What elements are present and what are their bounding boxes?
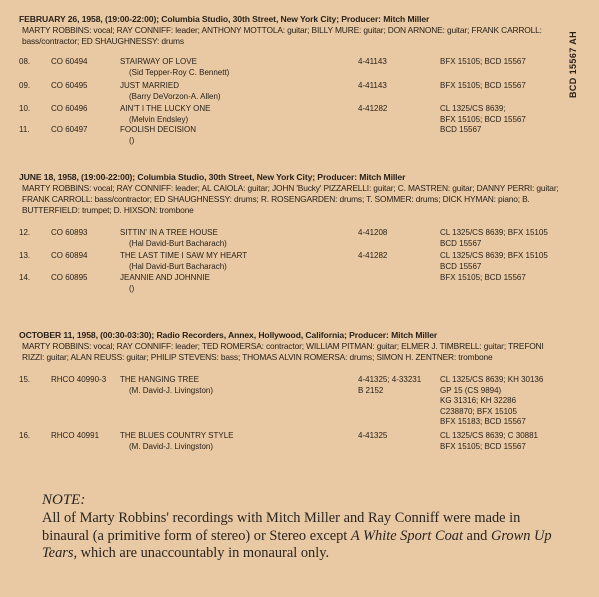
track-title: STAIRWAY OF LOVE [120, 57, 197, 66]
release-list [440, 228, 570, 249]
release-line: BFX 15105; BCD 15567 [440, 273, 526, 282]
matrix-number: CO 60895 [51, 273, 88, 282]
session-header: JUNE 18, 1958, (19:00-22:00); Columbia Studio, 30th Street, New York City; Producer: Mitch Miller [19, 172, 406, 182]
track-composer: (M. David-J. Livingston) [129, 441, 214, 451]
track-title: THE LAST TIME I SAW MY HEART [120, 251, 248, 260]
release-line: CL 1325/CS 8639; [440, 104, 506, 113]
session-header: OCTOBER 11, 1958, (00:30-03:30); Radio Recorders, Annex, Hollywood, California; Producer: Mitch Miller [19, 330, 438, 340]
single-line: 4-41282 [358, 251, 388, 260]
track-row [19, 57, 567, 81]
note-text-part: All of Marty Robbins' recordings with Mitch Miller and Ray Conniff were made in binaural (a primitive form of stereo) or Stereo except [42, 510, 521, 544]
track-list [19, 228, 567, 295]
session-header: FEBRUARY 26, 1958, (19:00-22:00); Columbia Studio, 30th Street, New York City; Producer: Mitch Miller [19, 14, 430, 24]
single-number [358, 431, 430, 442]
release-line: CL 1325/CS 8639; BFX 15105 [440, 228, 548, 237]
release-list [440, 57, 570, 68]
matrix-number: CO 60494 [51, 57, 88, 66]
single-line: 4-41325; 4-33231 [358, 375, 422, 384]
single-number [358, 57, 430, 68]
track-list [19, 375, 567, 453]
track-composer: (Barry DeVorzon-A. Allen) [129, 91, 221, 101]
note-block [42, 492, 562, 563]
track-number: 09. [19, 81, 31, 90]
track-row [19, 125, 567, 147]
song-title-white-sport-coat: A White Sport Coat [350, 527, 463, 544]
track-row [19, 431, 567, 453]
matrix-number: RHCO 40991 [51, 431, 100, 440]
release-line: BCD 15567 [440, 238, 482, 248]
release-line: GP 15 (CS 9894) [440, 385, 502, 395]
track-composer: (Melvin Endsley) [129, 114, 189, 124]
track-composer: (Hal David-Burt Bacharach) [129, 238, 227, 248]
track-number: 08. [19, 57, 31, 66]
track-number: 10. [19, 104, 31, 113]
single-number [358, 81, 430, 92]
track-composer: () [129, 283, 135, 293]
session-personnel: MARTY ROBBINS: vocal; RAY CONNIFF: leader; ANTHONY MOTTOLA: guitar; BILLY MURE: guitar; DON ARNONE: guitar; FRANK CARROLL: bass/contractor; ED SHAUGHNESSY: drums [22, 25, 542, 46]
track-row [19, 228, 567, 251]
matrix-number: RHCO 40990-3 [51, 375, 107, 384]
track-number: 11. [19, 125, 30, 134]
track-title: JEANNIE AND JOHNNIE [120, 273, 210, 282]
matrix-number: CO 60497 [51, 125, 88, 134]
matrix-number: CO 60495 [51, 81, 88, 90]
single-number [358, 228, 430, 239]
track-list [19, 57, 567, 147]
track-number: 15. [19, 375, 31, 384]
track-number: 12. [19, 228, 31, 237]
release-list [440, 125, 570, 136]
release-line: CL 1325/CS 8639; C 30881 [440, 431, 538, 440]
release-line: CL 1325/CS 8639; KH 30136 [440, 375, 544, 384]
release-line: BFX 15105; BCD 15567 [440, 57, 526, 66]
session-june-18-1958 [19, 172, 567, 324]
track-row [19, 251, 567, 273]
track-number: 14. [19, 273, 31, 282]
session-list [19, 14, 567, 453]
note-text-part: which are unaccountably in monaural only. [77, 545, 330, 561]
release-list [440, 375, 570, 428]
single-number [358, 104, 430, 115]
single-line: 4-41325 [358, 431, 388, 440]
single-line: 4-41208 [358, 228, 388, 237]
release-list [440, 431, 570, 452]
song-title-grown-up-tears: Grown Up Tears, [42, 527, 552, 561]
release-line: CL 1325/CS 8639; BFX 15105 [440, 251, 548, 260]
track-number: 16. [19, 431, 31, 440]
note-heading: NOTE: [42, 492, 86, 508]
track-row [19, 375, 567, 431]
track-composer: (M. David-J. Livingston) [129, 385, 214, 395]
session-oct-11-1958 [19, 330, 567, 453]
track-title: JUST MARRIED [120, 81, 179, 90]
track-title: THE HANGING TREE [120, 375, 199, 384]
release-list [440, 104, 570, 125]
track-composer: (Hal David-Burt Bacharach) [129, 261, 227, 271]
track-row [19, 273, 567, 295]
single-number [358, 251, 430, 262]
release-line: BCD 15567 [440, 261, 482, 271]
track-title: AIN'T I THE LUCKY ONE [120, 104, 211, 113]
track-row [19, 81, 567, 104]
release-line: BFX 15105; BCD 15567 [440, 441, 526, 451]
matrix-number: CO 60496 [51, 104, 88, 113]
matrix-number: CO 60894 [51, 251, 88, 260]
session-personnel: MARTY ROBBINS: vocal; RAY CONNIFF: leader; TED ROMERSA: contractor; WILLIAM PITMAN: guitar; ELMER J. TIMBRELL: guitar; TREFONI RIZZI: guitar; ALAN REUSS: guitar; PHILIP STEVENS: bass; THOMAS ALVIN ROMERSA: drums; SIMON H. ZENTNER: trombone [22, 341, 544, 362]
track-number: 13. [19, 251, 31, 260]
track-title: THE BLUES COUNTRY STYLE [120, 431, 234, 440]
matrix-number: CO 60893 [51, 228, 88, 237]
single-line: 4-41143 [358, 57, 387, 66]
track-composer: (Sid Tepper-Roy C. Bennett) [129, 67, 230, 77]
track-title: SITTIN' IN A TREE HOUSE [120, 228, 218, 237]
single-number [358, 375, 430, 396]
release-line: BFX 15183; BCD 15567 [440, 417, 526, 426]
single-line: 4-41282 [358, 104, 388, 113]
track-composer: () [129, 135, 135, 145]
release-list [440, 273, 570, 284]
single-line: 4-41143 [358, 81, 387, 90]
release-line: BFX 15105; BCD 15567 [440, 81, 526, 90]
release-list [440, 81, 570, 92]
single-line: B 2152 [358, 385, 384, 395]
release-line: BFX 15105; BCD 15567 [440, 114, 526, 124]
session-personnel: MARTY ROBBINS: vocal; RAY CONNIFF: leader; AL CAIOLA: guitar; JOHN 'Bucky' PIZZARELLI: guitar; C. MASTREN: guitar; DANNY PERRI: guitar; FRANK CARROLL: bass/contractor; ED SHAUGHNESSY: drums; R. ROSENGARDEN: drums; T. SOMMER: drums; DICK HYMAN: piano; B. BUTTERFIELD: trumpet; D. HIXSON: trombone [22, 183, 559, 215]
release-line: BCD 15567 [440, 125, 482, 134]
release-list [440, 251, 570, 272]
catalog-side-code: BCD 15567 AH [568, 31, 578, 98]
release-line: C238870; BFX 15105 [440, 406, 517, 416]
note-text [42, 510, 562, 563]
track-title: FOOLISH DECISION [120, 125, 197, 134]
track-row [19, 104, 567, 125]
session-feb-26-1958 [19, 14, 567, 160]
note-text-part: and [462, 527, 491, 544]
release-line: KG 31316; KH 32286 [440, 396, 517, 405]
